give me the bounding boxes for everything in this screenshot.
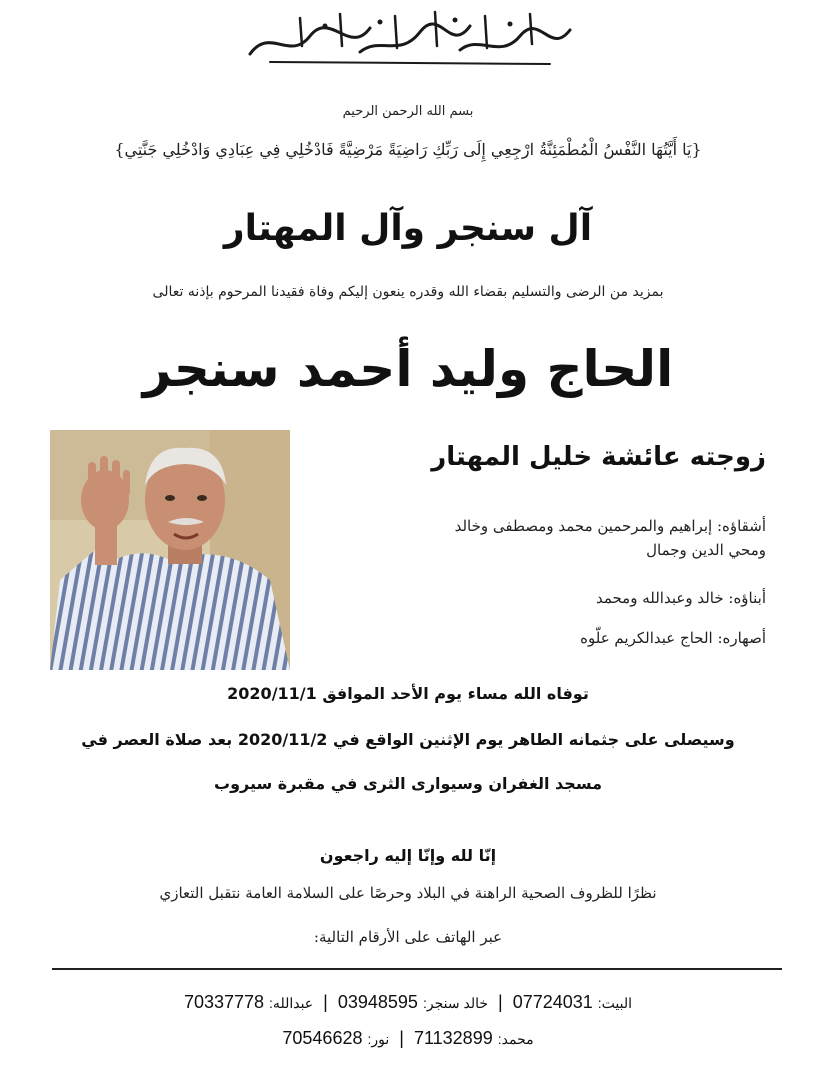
divider-line [52,968,782,970]
siblings-line-1: أشقاؤه: إبراهيم والمرحمين محمد ومصطفى وخالد [454,517,766,535]
calligraphy-header-image [230,6,586,70]
funeral-prayer-line: وسيصلى على جثمانه الطاهر يوم الإثنين الواقع في 2020/11/2 بعد صلاة العصر في [81,730,735,749]
phones-row-1 [0,992,816,1013]
inlaws-text: أصهاره: الحاج عبدالكريم علّوه [580,629,766,647]
phone-entry-abdallah [184,992,313,1012]
announcement-text: بمزيد من الرضى والتسليم بقضاء الله وقدره ينعون إليكم وفاة فقيدنا المرحوم بإذنه تعالى [152,284,664,300]
phone-number: 70337778 [183,992,265,1012]
phone-label: البيت: [597,995,633,1011]
siblings-line-2: ومحي الدين وجمال [646,541,766,559]
phone-entry-mohammad [414,1028,534,1048]
phone-label: محمد: [497,1031,534,1047]
condolence-notice-line-1: نظرًا للظروف الصحية الراهنة في البلاد وحرصًا على السلامة العامة نتقبل التعازي [159,884,657,902]
wife-name: زوجته عائشة خليل المهتار [431,442,766,472]
siblings-text [330,514,766,562]
condolence-notice-line-2: عبر الهاتف على الأرقام التالية: [313,928,503,946]
phone-number: 70546628 [282,1028,363,1048]
deceased-name: الحاج وليد أحمد سنجر [142,340,674,398]
separator: | [498,992,503,1012]
phone-label: عبدالله: [269,995,314,1011]
separator: | [399,1028,404,1048]
death-date-line: توفاه الله مساء يوم الأحد الموافق 2020/11/1 [227,684,589,703]
burial-line: مسجد الغفران وسيوارى الثرى في مقبرة سيروب [213,774,602,793]
separator: | [323,992,328,1012]
sons-text: أبناؤه: خالد وعبدالله ومحمد [595,589,766,607]
phone-entry-khaled [338,992,488,1012]
phone-number: 07724031 [512,992,593,1012]
quran-verse: {يَا أَيَّتُهَا النَّفْسُ الْمُطْمَئِنَّةُ ارْجِعِي إِلَى رَبِّكِ رَاضِيَةً مَرْضِيَّةً فَادْخُلِي فِي عِبَادِي وَادْخُلِي جَنَّتِي} [114,140,702,159]
basmala: بسم الله الرحمن الرحيم [342,104,474,119]
phone-label: خالد سنجر: [422,995,488,1011]
phone-entry-home [513,992,632,1012]
phone-number: 03948595 [337,992,418,1012]
deceased-photo [50,430,290,670]
phone-number: 71132899 [413,1028,493,1048]
phone-label: نور: [367,1031,390,1047]
phone-entry-nour [282,1028,389,1048]
inna-lillah-line: إنّا لله وإنّا إليه راجعون [319,846,497,865]
phones-row-2 [0,1028,816,1049]
families-title: آل سنجر وآل المهتار [223,208,593,249]
